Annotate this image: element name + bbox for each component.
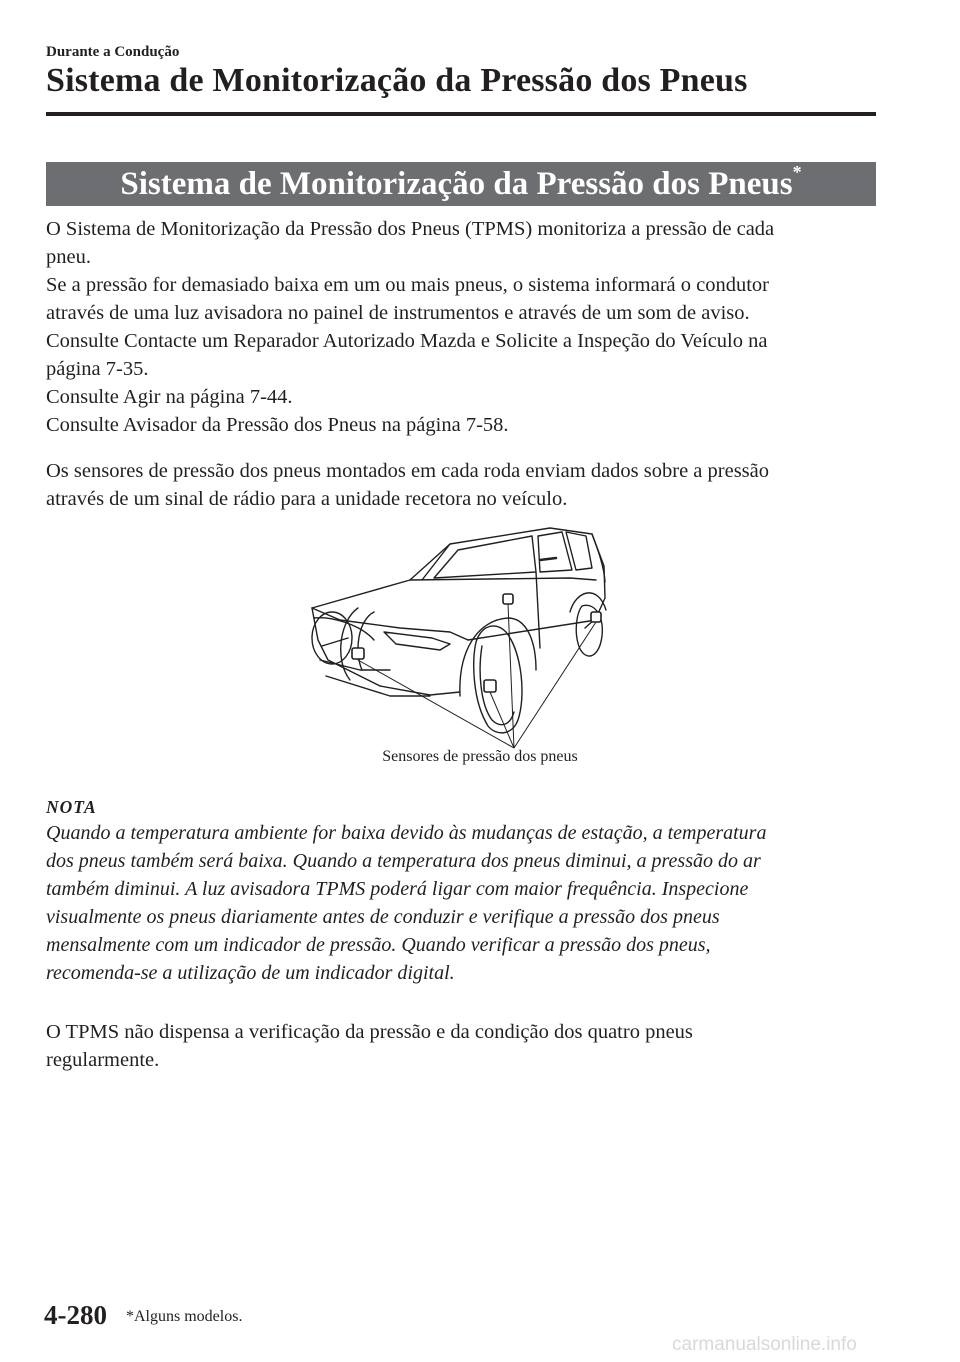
- sensors-paragraph: [46, 457, 876, 513]
- chapter-label: Durante a Condução: [46, 44, 180, 60]
- watermark: carmanualsonline.info: [672, 1334, 857, 1355]
- section-title-band: [46, 162, 876, 206]
- note-text: [46, 819, 886, 987]
- header-rule: [46, 112, 876, 116]
- section-asterisk: *: [792, 161, 802, 182]
- closing-line: O TPMS não dispensa a verificação da pressão e da condição dos quatro pneus: [46, 1021, 693, 1043]
- note-heading: NOTA: [46, 797, 97, 817]
- footnote: *Alguns modelos.: [126, 1308, 243, 1325]
- car-sensor-illustration: [300, 520, 620, 760]
- intro-paragraph: [46, 215, 876, 439]
- section-title-text: Sistema de Monitorização da Pressão dos Pneus: [120, 165, 793, 202]
- figure-caption: Sensores de pressão dos pneus: [382, 748, 578, 765]
- note-line: Quando a temperatura ambiente for baixa devido às mudanças de estação, a temperatura: [46, 822, 767, 844]
- note-line: mensalmente com um indicador de pressão. Quando verificar a pressão dos pneus,: [46, 934, 711, 956]
- page-header-title: Sistema de Monitorização da Pressão dos Pneus: [46, 62, 748, 99]
- intro-line: página 7-35.: [46, 358, 149, 380]
- closing-line: regularmente.: [46, 1049, 160, 1071]
- intro-line: Consulte Avisador da Pressão dos Pneus na página 7-58.: [46, 414, 509, 436]
- intro-line: Consulte Agir na página 7-44.: [46, 386, 293, 408]
- intro-line: Se a pressão for demasiado baixa em um ou mais pneus, o sistema informará o condutor: [46, 274, 770, 296]
- closing-paragraph: [46, 1018, 876, 1074]
- note-line: recomenda-se a utilização de um indicador digital.: [46, 962, 455, 984]
- sensors-line: através de um sinal de rádio para a unidade recetora no veículo.: [46, 488, 568, 510]
- intro-line: pneu.: [46, 246, 91, 268]
- intro-line: O Sistema de Monitorização da Pressão dos Pneus (TPMS) monitoriza a pressão de cada: [46, 218, 775, 240]
- section-title: [120, 161, 802, 203]
- sensors-line: Os sensores de pressão dos pneus montados em cada roda enviam dados sobre a pressão: [46, 460, 770, 482]
- note-line: dos pneus também será baixa. Quando a temperatura dos pneus diminui, a pressão do ar: [46, 850, 761, 872]
- note-line: também diminui. A luz avisadora TPMS poderá ligar com maior frequência. Inspecione: [46, 878, 749, 900]
- intro-line: através de uma luz avisadora no painel de instrumentos e através de um som de aviso.: [46, 302, 750, 324]
- note-line: visualmente os pneus diariamente antes de conduzir e verifique a pressão dos pneus: [46, 906, 720, 928]
- page-number: 4-280: [44, 1300, 107, 1330]
- intro-line: Consulte Contacte um Reparador Autorizado Mazda e Solicite a Inspeção do Veículo na: [46, 330, 768, 352]
